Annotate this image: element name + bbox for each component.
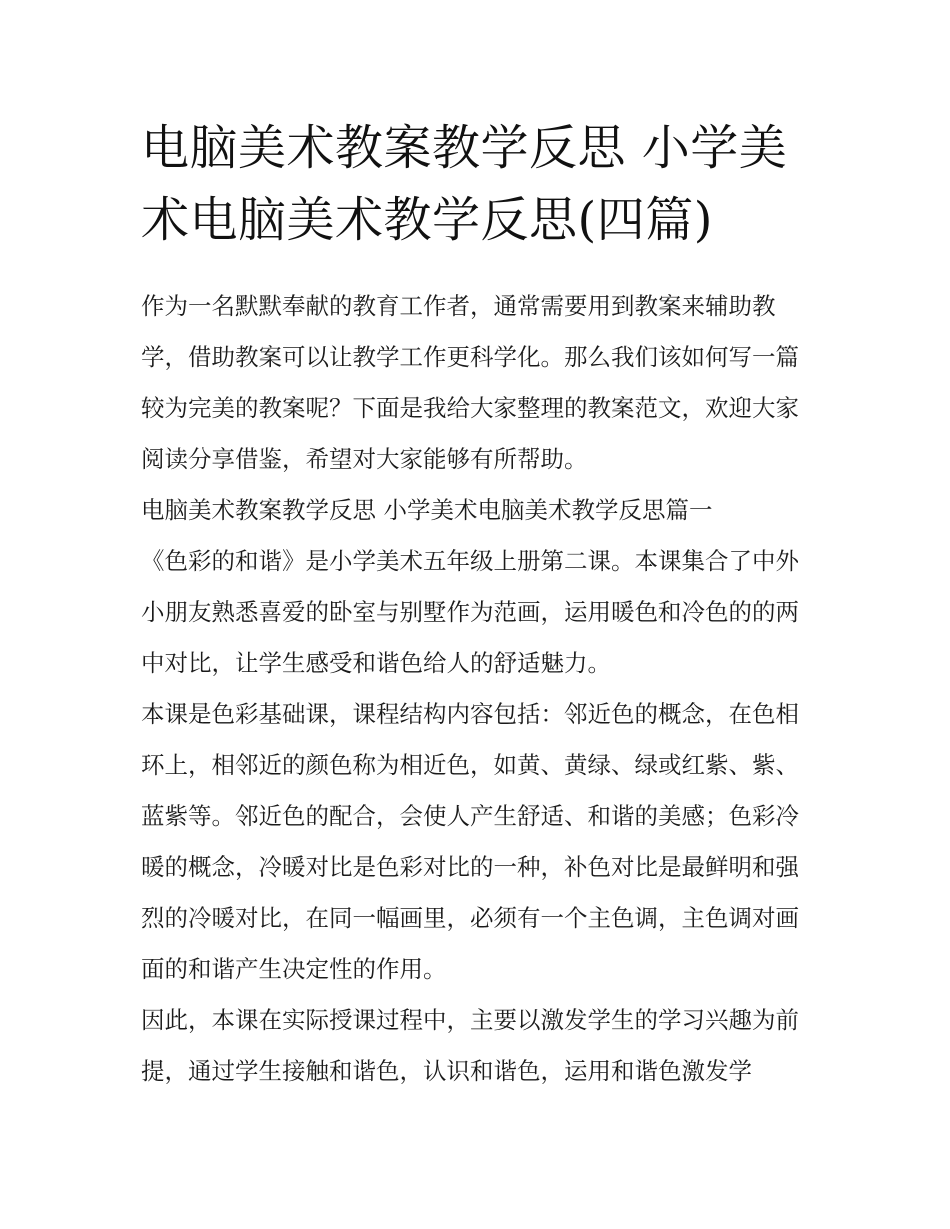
paragraph-intro: 作为一名默默奉献的教育工作者，通常需要用到教案来辅助教学，借助教案可以让教学工作更科学化。那么我们该如何写一篇较为完美的教案呢？下面是我给大家整理的教案范文，欢迎大家阅读分享借鉴，希望对大家能够有所帮助。 <box>141 292 799 473</box>
document-body <box>141 281 816 1097</box>
document-title: 电脑美术教案教学反思 小学美术电脑美术教学反思(四篇) <box>141 120 788 248</box>
paragraph-lesson-structure: 本课是色彩基础课，课程结构内容包括：邻近色的概念，在色相环上，相邻近的颜色称为相近色，如黄、黄绿、绿或红紫、紫、蓝紫等。邻近色的配合，会使人产生舒适、和谐的美感；色彩冷暖的概念，冷暖对比是色彩对比的一种，补色对比是最鲜明和强烈的冷暖对比，在同一幅画里，必须有一个主色调，主色调对画面的和谐产生决定性的作用。 <box>141 700 799 983</box>
paragraph-teaching-approach: 因此，本课在实际授课过程中，主要以激发学生的学习兴趣为前提，通过学生接触和谐色，认识和谐色，运用和谐色激发学 <box>141 1006 799 1085</box>
paragraph-lesson-overview: 《色彩的和谐》是小学美术五年级上册第二课。本课集合了中外小朋友熟悉喜爱的卧室与别墅作为范画，运用暖色和冷色的的两中对比，让学生感受和谐色给人的舒适魅力。 <box>141 547 799 677</box>
section-heading: 电脑美术教案教学反思 小学美术电脑美术教学反思篇一 <box>141 496 713 524</box>
